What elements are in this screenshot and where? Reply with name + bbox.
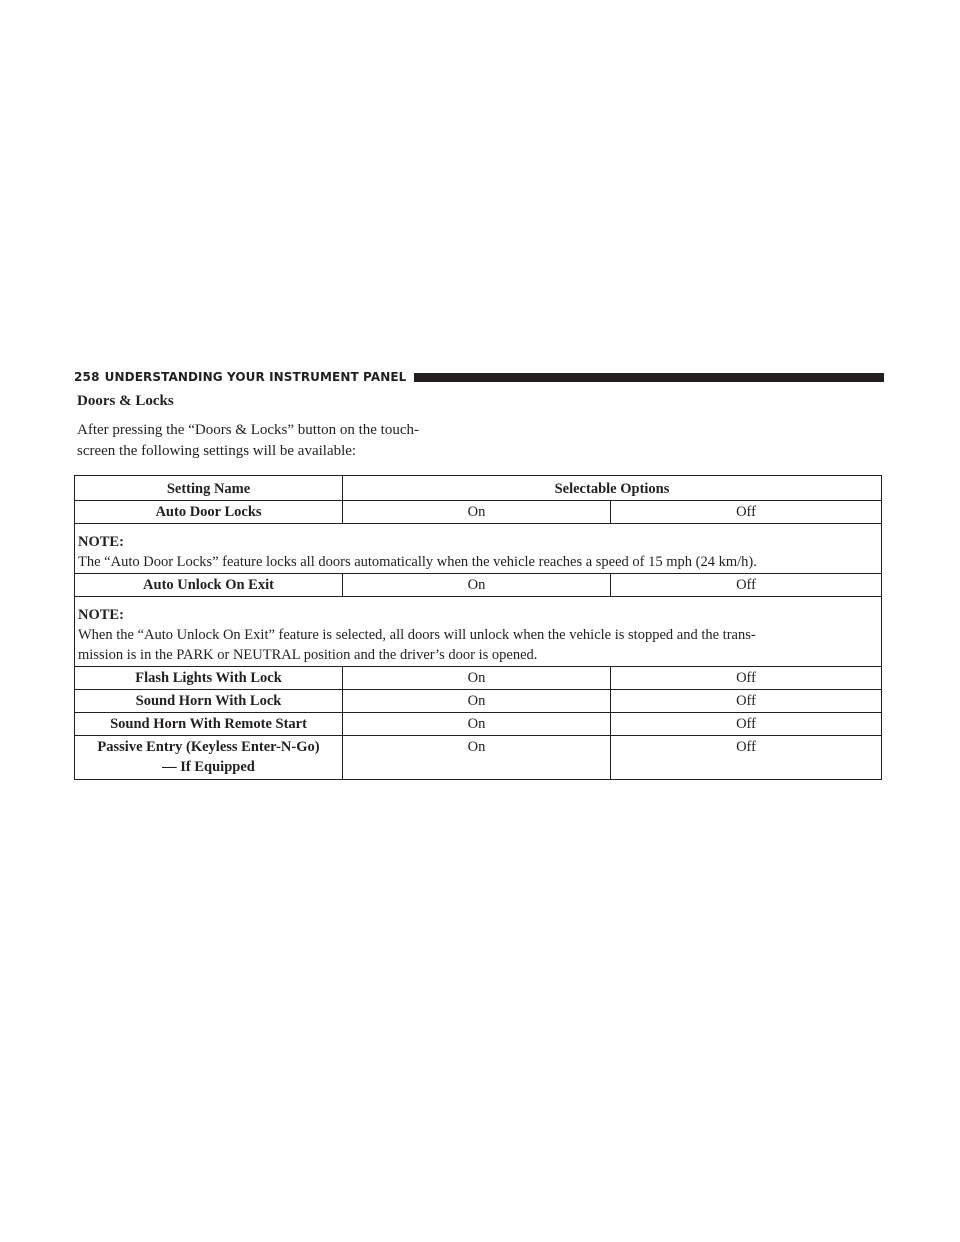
setting-name-line: — If Equipped [162, 759, 255, 775]
note-label: NOTE: [78, 534, 124, 550]
header-setting-name: Setting Name [75, 476, 343, 501]
option-on: On [343, 713, 611, 736]
header-rule [414, 373, 884, 382]
settings-table [74, 475, 882, 780]
note-row [75, 597, 882, 667]
option-off: Off [611, 690, 882, 713]
table-row [75, 713, 882, 736]
note-cell [75, 597, 882, 667]
note-label: NOTE: [78, 607, 124, 623]
running-head: UNDERSTANDING YOUR INSTRUMENT PANEL [104, 370, 407, 384]
option-off: Off [611, 667, 882, 690]
page-number: 258 [74, 370, 100, 384]
note-row [75, 524, 882, 574]
option-on: On [343, 667, 611, 690]
setting-name: Flash Lights With Lock [75, 667, 343, 690]
option-on: On [343, 690, 611, 713]
intro-paragraph [77, 420, 477, 462]
setting-name-line: Passive Entry (Keyless Enter-N-Go) [97, 739, 320, 755]
note-text: The “Auto Door Locks” feature locks all doors automatically when the vehicle reaches a speed of 15 mph (24 km/h). [78, 554, 757, 570]
table-header-row [75, 476, 882, 501]
page-header [74, 369, 884, 385]
option-on: On [343, 736, 611, 780]
table-row [75, 736, 882, 780]
option-off: Off [611, 713, 882, 736]
table-row [75, 501, 882, 524]
setting-name: Sound Horn With Remote Start [75, 713, 343, 736]
table-row [75, 574, 882, 597]
option-on: On [343, 574, 611, 597]
intro-line: After pressing the “Doors & Locks” button on the touch- [77, 422, 420, 438]
setting-name: Auto Unlock On Exit [75, 574, 343, 597]
option-on: On [343, 501, 611, 524]
intro-line: screen the following settings will be available: [77, 443, 357, 459]
header-selectable-options: Selectable Options [343, 476, 882, 501]
section-title: Doors & Locks [77, 393, 174, 409]
option-off: Off [611, 574, 882, 597]
option-off: Off [611, 736, 882, 780]
note-text: mission is in the PARK or NEUTRAL position and the driver’s door is opened. [78, 647, 538, 663]
setting-name: Sound Horn With Lock [75, 690, 343, 713]
note-text: When the “Auto Unlock On Exit” feature is selected, all doors will unlock when the vehicle is stopped and the trans- [78, 627, 756, 643]
table-row [75, 690, 882, 713]
note-cell [75, 524, 882, 574]
setting-name [75, 736, 343, 780]
table-row [75, 667, 882, 690]
option-off: Off [611, 501, 882, 524]
setting-name: Auto Door Locks [75, 501, 343, 524]
